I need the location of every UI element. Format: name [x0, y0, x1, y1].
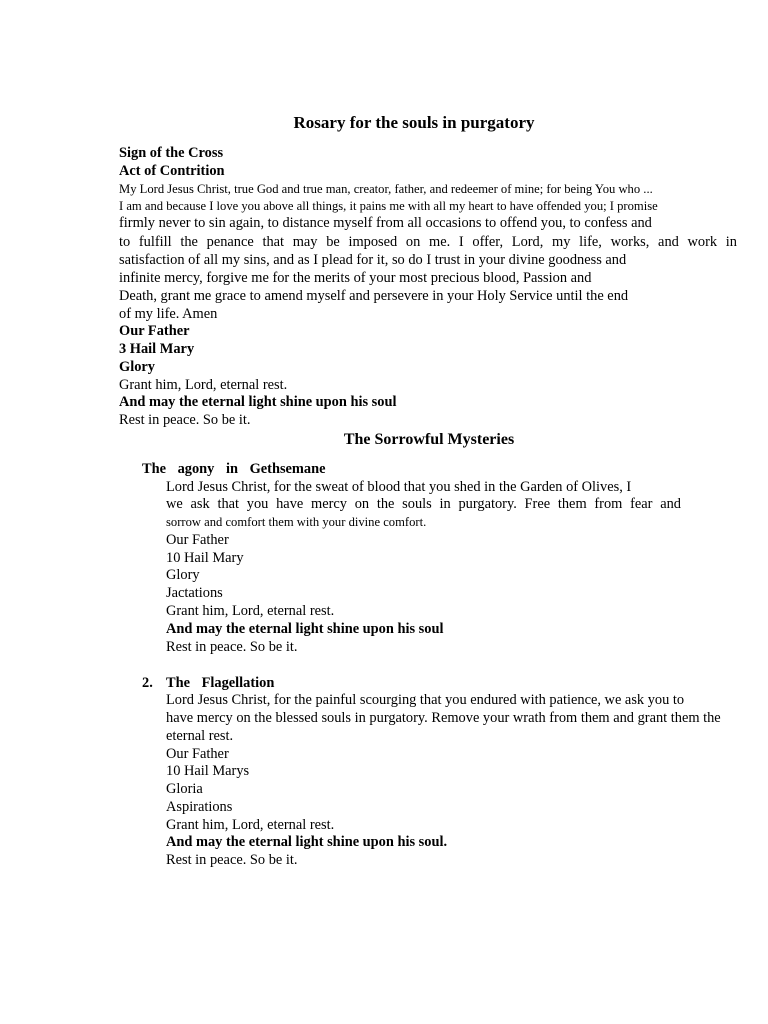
rest-in-peace-line: Rest in peace. So be it.	[166, 639, 298, 655]
mystery-title: The Flagellation	[166, 675, 275, 691]
contrition-line: I am and because I love you above all things, it pains me with all my heart to have offended you; I promise	[119, 199, 658, 213]
rest-in-peace-line: Rest in peace. So be it.	[166, 852, 298, 868]
mystery-text-line: have mercy on the blessed souls in purgatory. Remove your wrath from them and grant them the	[166, 710, 721, 726]
document-title: Rosary for the souls in purgatory	[293, 113, 535, 132]
sign-of-cross-heading: Sign of the Cross	[119, 145, 224, 161]
contrition-line: firmly never to sin again, to distance myself from all occasions to offend you, to confess and	[119, 215, 652, 231]
grant-rest-line: Grant him, Lord, eternal rest.	[166, 817, 335, 833]
grant-rest-line: Grant him, Lord, eternal rest.	[166, 603, 335, 619]
our-father-heading: Our Father	[119, 323, 190, 339]
contrition-line: My Lord Jesus Christ, true God and true man, creator, father, and redeemer of mine; for being You who ...	[119, 182, 653, 196]
glory-line: Gloria	[166, 781, 203, 797]
eternal-light-line: And may the eternal light shine upon his soul	[166, 621, 444, 637]
act-of-contrition-heading: Act of Contrition	[119, 163, 225, 179]
glory-heading: Glory	[119, 359, 155, 375]
grant-rest-line: Grant him, Lord, eternal rest.	[119, 377, 288, 393]
contrition-line: Death, grant me grace to amend myself and persevere in your Holy Service until the end	[119, 288, 629, 304]
sorrowful-mysteries-heading: The Sorrowful Mysteries	[343, 431, 515, 448]
contrition-line: of my life. Amen	[119, 306, 218, 322]
mystery-text-line: Lord Jesus Christ, for the painful scourging that you endured with patience, we ask you to	[166, 692, 685, 708]
hail-mary-heading: 3 Hail Mary	[119, 341, 195, 357]
mystery-text-line: sorrow and comfort them with your divine comfort.	[166, 515, 427, 529]
hail-mary-line: 10 Hail Mary	[166, 550, 244, 566]
aspirations-line: Aspirations	[166, 799, 233, 815]
eternal-light-line: And may the eternal light shine upon his soul	[119, 394, 397, 410]
contrition-line: to fulfill the penance that may be imposed on me. I offer, Lord, my life, works, and work in	[119, 234, 737, 250]
rest-in-peace-line: Rest in peace. So be it.	[119, 412, 251, 428]
our-father-line: Our Father	[166, 532, 229, 548]
mystery-title: The agony in Gethsemane	[142, 461, 326, 477]
mystery-text-line: eternal rest.	[166, 728, 234, 744]
aspirations-line: Jactations	[166, 585, 223, 601]
mystery-number: 2.	[142, 675, 153, 691]
glory-line: Glory	[166, 567, 200, 583]
mystery-text-line: we ask that you have mercy on the souls in purgatory. Free them from fear and	[166, 496, 681, 512]
our-father-line: Our Father	[166, 746, 229, 762]
eternal-light-line: And may the eternal light shine upon his soul.	[166, 834, 448, 850]
mystery-text-line: Lord Jesus Christ, for the sweat of blood that you shed in the Garden of Olives, I	[166, 479, 632, 495]
hail-mary-line: 10 Hail Marys	[166, 763, 250, 779]
contrition-line: infinite mercy, forgive me for the merits of your most precious blood, Passion and	[119, 270, 592, 286]
contrition-line: satisfaction of all my sins, and as I plead for it, so do I trust in your divine goodness and	[119, 252, 627, 268]
